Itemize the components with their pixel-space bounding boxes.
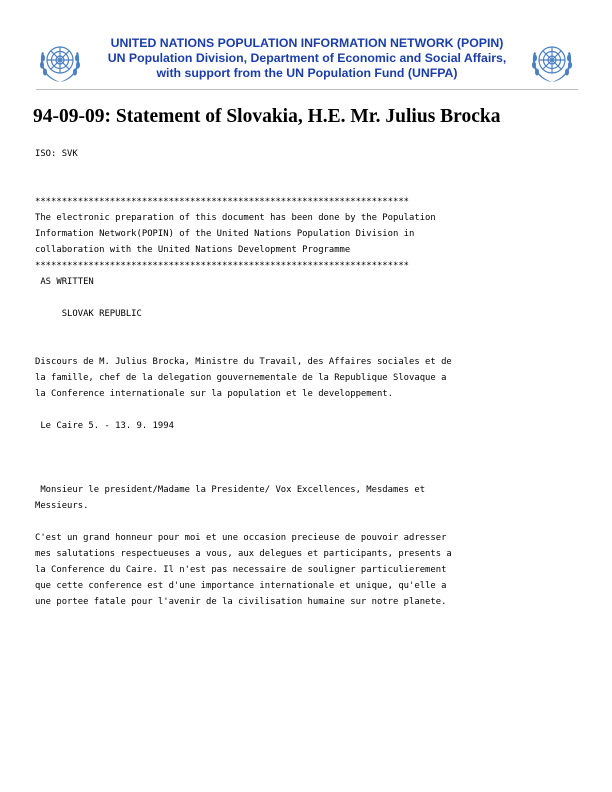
header-line-organization: UNITED NATIONS POPULATION INFORMATION NETWORK (POPIN) [110,36,504,50]
paragraph-line: que cette conference est d'une importance internationale et unique, qu'elle a [35,581,447,591]
page-title: 94-09-09: Statement of Slovakia, H.E. Mr. Julius Brocka [33,106,501,127]
popin-header [36,36,578,88]
intro-line: la Conference internationale sur la population et le developpement. [35,389,393,399]
notice-line: collaboration with the United Nations Development Programme [35,245,351,255]
paragraph-line: une portee fatale pour l'avenir de la civilisation humaine sur notre planete. [35,597,447,607]
un-emblem-icon [528,38,576,86]
paragraph-line: mes salutations respectueuses a vous, aux delegues et participants, presents a [35,549,452,559]
salutation-line: Messieurs. [35,501,89,511]
country-heading: SLOVAK REPUBLIC [35,309,142,319]
document-body [35,146,595,610]
header-divider [36,89,578,90]
notice-line: Information Network(POPIN) of the United Nations Population Division in [35,229,415,239]
stars-divider-bottom: ********************************************************************** [35,261,410,271]
header-title-block [92,36,522,81]
as-written-label: AS WRITTEN [35,277,94,287]
iso-code: ISO: SVK [35,149,78,159]
intro-line: la famille, chef de la delegation gouvernementale de la Republique Slovaque a [35,373,447,383]
header-line-division: UN Population Division, Department of Economic and Social Affairs, [107,51,507,65]
notice-line: The electronic preparation of this document has been done by the Population [35,213,436,223]
un-emblem-icon [36,38,84,86]
place-date: Le Caire 5. - 13. 9. 1994 [35,421,174,431]
salutation-line: Monsieur le president/Madame la Presidente/ Vox Excellences, Mesdames et [35,485,426,495]
stars-divider-top: ********************************************************************** [35,197,410,207]
paragraph-line: C'est un grand honneur pour moi et une occasion precieuse de pouvoir adresser [35,533,447,543]
paragraph-line: la Conference du Caire. Il n'est pas necessaire de souligner particulierement [35,565,447,575]
intro-line: Discours de M. Julius Brocka, Ministre du Travail, des Affaires sociales et de [35,357,452,367]
header-line-support: with support from the UN Population Fund (UNFPA) [156,66,458,80]
